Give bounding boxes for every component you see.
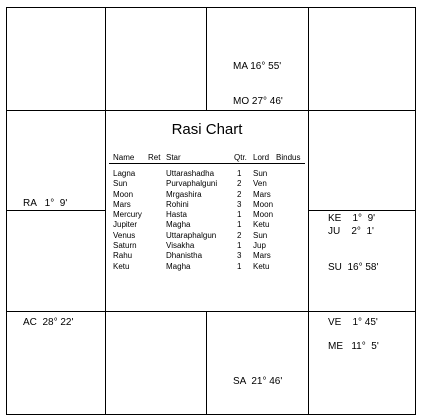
row-qtr-cell: 1 bbox=[237, 169, 242, 178]
house-3-planet-mo: MO 27° 46' bbox=[233, 96, 283, 107]
row-name-cell: Mercury bbox=[113, 210, 142, 220]
house-6-planet-su: SU 16° 58' bbox=[328, 262, 379, 273]
row-name-cell: Lagna bbox=[113, 169, 136, 178]
row-qtr-cell: 1 bbox=[237, 261, 242, 271]
grid-v1-bottom bbox=[105, 311, 106, 415]
outer-border-top bbox=[6, 7, 416, 8]
house-3-planet-ma: MA 16° 55' bbox=[233, 61, 282, 72]
row-qtr-cell: 2 bbox=[237, 179, 242, 189]
row-star-cell: Rohini bbox=[166, 199, 189, 209]
outer-border-bottom bbox=[6, 414, 416, 415]
row-lord-cell: Jup bbox=[253, 241, 266, 251]
header-ret: Ret bbox=[148, 153, 161, 162]
grid-v2-top bbox=[206, 7, 207, 110]
house-5-planet-ra: RA 1° 9' bbox=[23, 198, 68, 209]
row-star-cell: Visakha bbox=[166, 241, 195, 251]
row-name-cell: Saturn bbox=[113, 241, 137, 251]
row-star-cell: Dhanistha bbox=[166, 251, 203, 261]
header-underline bbox=[109, 163, 305, 164]
row-star-cell: Magha bbox=[166, 261, 191, 271]
row-qtr-cell: 3 bbox=[237, 251, 242, 261]
header-lord: Lord bbox=[253, 153, 270, 162]
grid-h-left-mid bbox=[6, 210, 106, 211]
row-lord-cell: Sun bbox=[253, 230, 268, 240]
row-star-cell: Uttarashadha bbox=[166, 169, 215, 178]
header-name: Name bbox=[113, 153, 135, 162]
row-qtr-cell: 1 bbox=[237, 210, 242, 220]
row-star-cell: Uttaraphalgun bbox=[166, 230, 217, 240]
row-lord-cell: Moon bbox=[253, 210, 274, 220]
house-6-planet-ju: JU 2° 1' bbox=[328, 226, 374, 237]
house-10-planet-me: ME 11° 5' bbox=[328, 341, 379, 352]
grid-h2 bbox=[6, 311, 416, 312]
grid-v3 bbox=[308, 7, 309, 415]
header-bindus: Bindus bbox=[276, 153, 301, 162]
row-name-cell: Moon bbox=[113, 189, 134, 199]
column-star bbox=[166, 169, 217, 272]
row-star-cell: Mrgashira bbox=[166, 189, 202, 199]
row-lord-cell: Mars bbox=[253, 251, 271, 261]
outer-border-left bbox=[6, 7, 7, 415]
chart-title: Rasi Chart bbox=[171, 121, 243, 138]
row-star-cell: Magha bbox=[166, 220, 191, 230]
row-qtr-cell: 1 bbox=[237, 241, 242, 251]
row-lord-cell: Ketu bbox=[253, 261, 270, 271]
row-name-cell: Sun bbox=[113, 179, 128, 189]
row-lord-cell: Ven bbox=[253, 179, 267, 189]
row-star-cell: Purvaphalguni bbox=[166, 179, 218, 189]
row-name-cell: Mars bbox=[113, 199, 131, 209]
row-qtr-cell: 2 bbox=[237, 189, 242, 199]
row-lord-cell: Ketu bbox=[253, 220, 270, 230]
grid-v2-bottom bbox=[206, 311, 207, 415]
row-name-cell: Jupiter bbox=[113, 220, 138, 230]
house-6-planet-ke: KE 1° 9' bbox=[328, 213, 376, 224]
row-lord-cell: Sun bbox=[253, 169, 268, 178]
header-qtr: Qtr. bbox=[234, 153, 247, 162]
column-lord bbox=[253, 169, 273, 272]
column-qtr bbox=[237, 169, 241, 272]
header-star: Star bbox=[166, 153, 181, 162]
outer-border-right bbox=[415, 7, 416, 415]
row-qtr-cell: 3 bbox=[237, 199, 242, 209]
house-7-planet-ac: AC 28° 22' bbox=[23, 317, 74, 328]
house-10-planet-ve: VE 1° 45' bbox=[328, 317, 378, 328]
house-9-planet-sa: SA 21° 46' bbox=[233, 376, 283, 387]
grid-h1 bbox=[6, 110, 416, 111]
grid-v1-top bbox=[105, 7, 106, 110]
row-qtr-cell: 1 bbox=[237, 220, 242, 230]
grid-h-right-mid bbox=[308, 210, 416, 211]
column-name bbox=[113, 169, 142, 272]
row-star-cell: Hasta bbox=[166, 210, 187, 220]
row-lord-cell: Mars bbox=[253, 189, 271, 199]
row-lord-cell: Moon bbox=[253, 199, 274, 209]
row-qtr-cell: 2 bbox=[237, 230, 242, 240]
row-name-cell: Rahu bbox=[113, 251, 133, 261]
row-name-cell: Ketu bbox=[113, 261, 130, 271]
row-name-cell: Venus bbox=[113, 230, 136, 240]
